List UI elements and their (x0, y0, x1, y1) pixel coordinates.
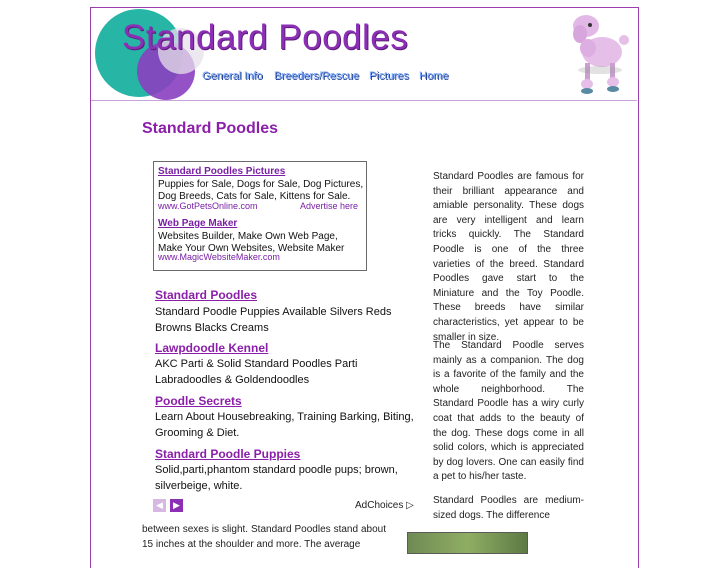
content-paragraph: Standard Poodles are famous for their brilliant appearance and amiable personality. These dogs are very intelligent and learn tricks quickly. The Standard Poodle is one of the three varieties of the breed. Standard Poodles gave start to the Miniature and the Toy Poodle. These breeds have similar characteristics, yet appear to be smaller in size. (433, 171, 584, 343)
ad-box (153, 161, 367, 271)
link-ad-description: Learn About Housebreaking, Training Barking, Biting, Grooming & Diet. (155, 411, 414, 439)
ad-prev-arrow-icon[interactable]: ◀ (153, 499, 166, 512)
link-ad-description: AKC Parti & Solid Standard Poodles Parti Labradoodles & Goldendoodles (155, 358, 358, 386)
content-paragraph: The Standard Poodle serves mainly as a companion. The dog is a favorite of the family and the whole neighborhood. The Standard Poodle has a wiry curly coat that adds to the beauty of the dog. These dogs come in all solid colors, which is appreciated by dog lovers. One can easily find a pet to his/her taste. (433, 340, 584, 483)
link-ad-description: Solid,parti,phantom standard poodle pups; brown, silverbeige, white. (155, 464, 398, 492)
adchoices-icon: ▷ (406, 500, 414, 511)
nav-pictures[interactable]: Pictures (369, 70, 409, 82)
adchoices-link[interactable] (355, 500, 414, 511)
content-paragraph: Standard Poodles are medium-sized dogs. The difference (433, 495, 584, 521)
ad-title-link[interactable]: Standard Poodles Pictures (158, 166, 286, 177)
poodle-toy-image (560, 8, 635, 98)
ad-title-link[interactable]: Web Page Maker (158, 218, 238, 229)
adchoices-label: AdChoices (355, 500, 404, 511)
link-ad-title[interactable]: Standard Poodle Puppies (155, 447, 301, 461)
nav-breeders-rescue[interactable]: Breeders/Rescue (274, 70, 359, 82)
link-ad-title[interactable]: Poodle Secrets (155, 394, 242, 408)
content-paragraph-continued: between sexes is slight. Standard Poodles stand about 15 inches at the shoulder and more. The average (142, 524, 386, 550)
site-title[interactable]: Standard Poodles (122, 18, 409, 57)
link-ad-description: Standard Poodle Puppies Available Silvers Reds Browns Blacks Creams (155, 306, 392, 334)
link-ad-title[interactable]: Standard Poodles (155, 288, 258, 302)
header-divider (91, 100, 637, 101)
ad-next-arrow-icon[interactable]: ▶ (170, 499, 183, 512)
link-ad-title[interactable]: Lawpdoodle Kennel (155, 341, 269, 355)
nav-home[interactable]: Home (419, 70, 449, 82)
ad-text: Websites Builder, Make Own Web Page, Make Your Own Websites, Website Maker (158, 231, 345, 254)
page-title: Standard Poodles (142, 120, 279, 137)
ad-url-link[interactable]: www.GotPetsOnline.com (158, 201, 258, 211)
poodle-photo (407, 532, 528, 554)
advertise-here-link[interactable]: Advertise here (300, 201, 359, 211)
ad-text: Puppies for Sale, Dogs for Sale, Dog Pictures, Dog Breeds, Cats for Sale, Kittens for Sale. (158, 179, 364, 202)
nav-general-info[interactable]: General Info (202, 70, 263, 82)
ad-url-link[interactable]: www.MagicWebsiteMaker.com (158, 252, 280, 262)
